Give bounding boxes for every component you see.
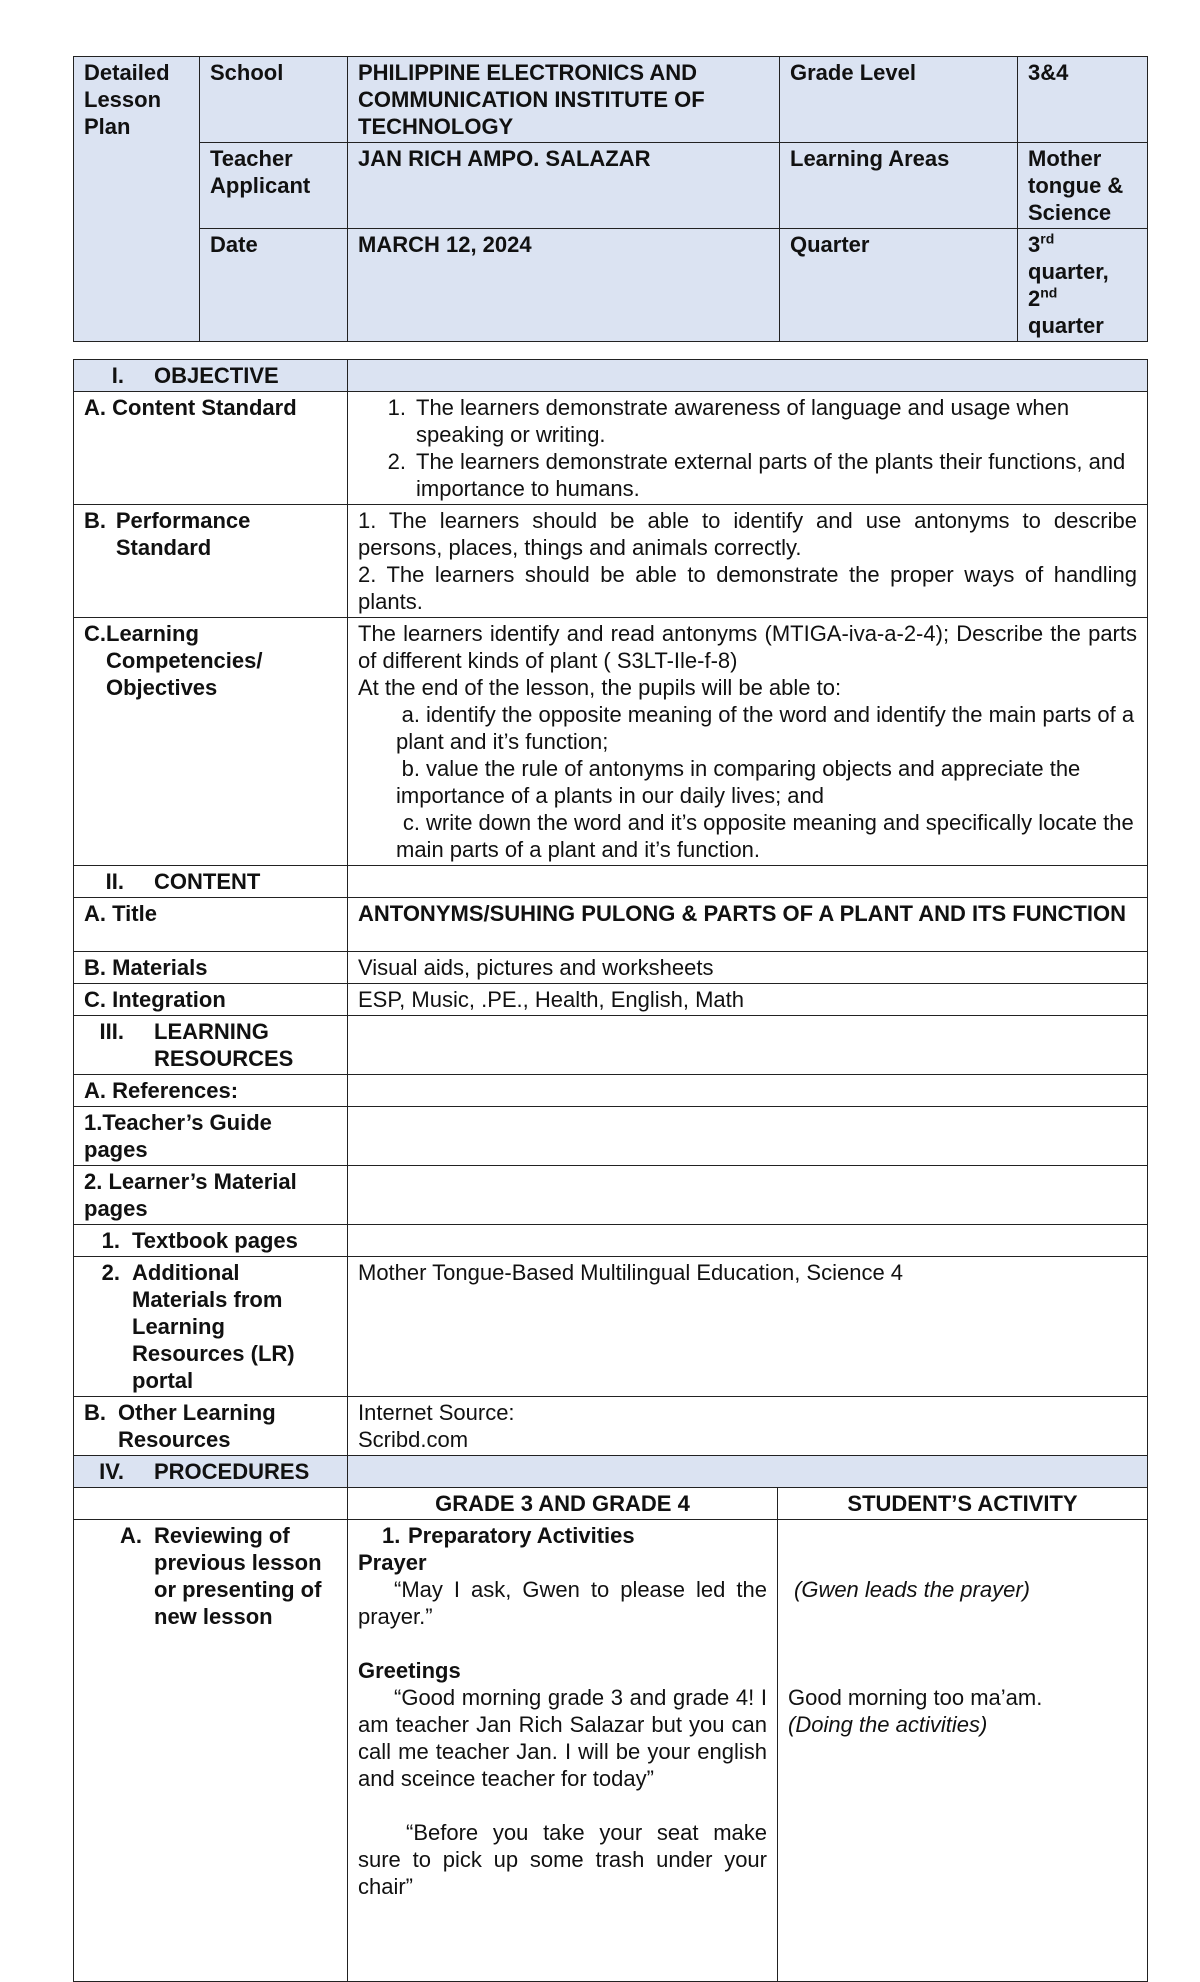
learners-material-value bbox=[348, 1166, 1148, 1225]
references-value bbox=[348, 1075, 1148, 1107]
content-standard-item-text: The learners demonstrate external parts of the plants their functions, and importance to humans. bbox=[416, 449, 1126, 501]
school-label: School bbox=[200, 57, 348, 143]
prep-title: Preparatory Activities bbox=[408, 1523, 635, 1548]
procedures-col-blank bbox=[74, 1488, 348, 1520]
competencies-letter: C. bbox=[84, 621, 106, 646]
resources-section-header bbox=[74, 1016, 348, 1075]
integration-value: ESP, Music, .PE., Health, English, Math bbox=[348, 984, 1148, 1016]
quarter-label: Quarter bbox=[780, 229, 1018, 342]
quarter-word-1: quarter, bbox=[1028, 259, 1109, 284]
prayer-text bbox=[358, 1576, 767, 1630]
greetings-student-response: Good morning too ma’am. bbox=[788, 1685, 1043, 1710]
grade-level-label: Grade Level bbox=[780, 57, 1018, 143]
quarter-value bbox=[1018, 229, 1148, 342]
additional-materials-label-cell bbox=[74, 1257, 348, 1397]
content-section-header bbox=[74, 866, 348, 898]
additional-num: 2. bbox=[101, 1260, 120, 1285]
textbook-num: 1. bbox=[101, 1228, 120, 1253]
doc-label: Detailed Lesson Plan bbox=[74, 57, 200, 342]
quarter-sup-2: nd bbox=[1040, 284, 1058, 301]
learning-areas-label: Learning Areas bbox=[780, 143, 1018, 229]
student-activity-cell bbox=[778, 1520, 1148, 1982]
resources-num: III. bbox=[99, 1019, 124, 1044]
performance-label: Performance Standard bbox=[115, 508, 251, 560]
greetings-text bbox=[358, 1684, 767, 1792]
competencies-item-text: value the rule of antonyms in comparing objects and appreciate the importance of a plants in our daily lives; and bbox=[396, 756, 1081, 808]
lesson-header-table bbox=[73, 56, 1148, 342]
other-label: Other Learning Resources bbox=[118, 1400, 276, 1452]
performance-item: 1. The learners should be able to identify and use antonyms to describe persons, places, things and animals correctly. bbox=[358, 508, 1137, 560]
quarter-word-2: quarter bbox=[1028, 313, 1104, 338]
competencies-intro: The learners identify and read antonyms (MTIGA-iva-a-2-4); Describe the parts of different kinds of plant ( S3LT-Ile-f-8) bbox=[358, 621, 1137, 673]
date-value: MARCH 12, 2024 bbox=[348, 229, 780, 342]
content-standard-item bbox=[370, 394, 1137, 448]
content-standard-item bbox=[370, 448, 1137, 502]
learners-material-label: 2. Learner’s Material pages bbox=[74, 1166, 348, 1225]
step-a-letter: A. bbox=[120, 1523, 142, 1548]
content-label: CONTENT bbox=[154, 869, 261, 894]
teachers-guide-label: 1.Teacher’s Guide pages bbox=[74, 1107, 348, 1166]
other-value-line2: Scribd.com bbox=[358, 1427, 469, 1452]
content-standard-item-num: 1. bbox=[387, 395, 406, 420]
col-teacher-header: GRADE 3 AND GRADE 4 bbox=[348, 1488, 778, 1520]
prep-num: 1. bbox=[382, 1523, 401, 1548]
other-letter: B. bbox=[84, 1400, 106, 1425]
step-a-label-cell bbox=[74, 1520, 348, 1982]
materials-label: B. Materials bbox=[74, 952, 348, 984]
performance-item: 2. The learners should be able to demonstrate the proper ways of handling plants. bbox=[358, 562, 1137, 614]
teacher-activity-cell bbox=[348, 1520, 778, 1982]
prep-activities-title bbox=[358, 1522, 767, 1549]
title-label: A. Title bbox=[74, 898, 348, 952]
integration-label: C. Integration bbox=[74, 984, 348, 1016]
quarter-num-1: 3 bbox=[1028, 232, 1041, 257]
competencies-item-text: identify the opposite meaning of the word and identify the main parts of a plant and it’s function; bbox=[396, 702, 1135, 754]
competencies-label-cell bbox=[74, 618, 348, 866]
procedures-label: PROCEDURES bbox=[154, 1459, 310, 1484]
competencies-item-letter: b. bbox=[401, 756, 420, 781]
performance-letter: B. bbox=[84, 508, 106, 533]
competencies-item-letter: c. bbox=[402, 810, 420, 835]
content-standard-item-text: The learners demonstrate awareness of language and usage when speaking or writing. bbox=[416, 395, 1070, 447]
additional-materials-value: Mother Tongue-Based Multilingual Education, Science 4 bbox=[348, 1257, 1148, 1397]
textbook-label-cell bbox=[74, 1225, 348, 1257]
competencies-item bbox=[358, 701, 1137, 755]
content-section-fill bbox=[348, 866, 1148, 898]
title-value: ANTONYMS/SUHING PULONG & PARTS OF A PLANT AND ITS FUNCTION bbox=[348, 898, 1148, 952]
prayer-student-response: (Gwen leads the prayer) bbox=[794, 1577, 1030, 1602]
quarter-sup-1: rd bbox=[1040, 230, 1055, 247]
learning-areas-value: Mother tongue & Science bbox=[1018, 143, 1148, 229]
competencies-lead: At the end of the lesson, the pupils will be able to: bbox=[358, 675, 842, 700]
grade-level-value: 3&4 bbox=[1018, 57, 1148, 143]
competencies-item bbox=[358, 755, 1137, 809]
other-value-line1: Internet Source: bbox=[358, 1400, 515, 1425]
textbook-value bbox=[348, 1225, 1148, 1257]
resources-label: LEARNING RESOURCES bbox=[154, 1019, 294, 1071]
resources-section-fill bbox=[348, 1016, 1148, 1075]
content-standard-value bbox=[348, 392, 1148, 505]
greetings-text-content: “Good morning grade 3 and grade 4! I am teacher Jan Rich Salazar but you can call me teacher Jan. I will be your english and sceince teacher for today” bbox=[358, 1685, 767, 1791]
procedures-section-header bbox=[74, 1456, 348, 1488]
competencies-value bbox=[348, 618, 1148, 866]
other-resources-value bbox=[348, 1397, 1148, 1456]
school-value: PHILIPPINE ELECTRONICS AND COMMUNICATION INSTITUTE OF TECHNOLOGY bbox=[348, 57, 780, 143]
lesson-plan-table bbox=[73, 359, 1148, 1982]
procedures-num: IV. bbox=[99, 1459, 124, 1484]
step-a-label: Reviewing of previous lesson or presenting of new lesson bbox=[154, 1523, 322, 1629]
content-num: II. bbox=[105, 869, 124, 894]
content-standard-label: A. Content Standard bbox=[74, 392, 348, 505]
quarter-num-2: 2 bbox=[1028, 286, 1041, 311]
performance-standard-label bbox=[74, 505, 348, 618]
textbook-label: Textbook pages bbox=[132, 1228, 298, 1253]
performance-standard-value bbox=[348, 505, 1148, 618]
objective-section-header bbox=[74, 360, 348, 392]
col-student-header: STUDENT’S ACTIVITY bbox=[778, 1488, 1148, 1520]
trash-text-content: “Before you take your seat make sure to pick up some trash under your chair” bbox=[358, 1820, 767, 1899]
objective-section-fill bbox=[348, 360, 1148, 392]
teacher-label: Teacher Applicant bbox=[200, 143, 348, 229]
content-standard-item-num: 2. bbox=[387, 449, 406, 474]
greetings-student-note: (Doing the activities) bbox=[788, 1712, 988, 1737]
additional-label: Additional Materials from Learning Resources (LR) portal bbox=[132, 1260, 295, 1393]
competencies-item-text: write down the word and it’s opposite meaning and specifically locate the main parts of a plant and it’s function. bbox=[396, 810, 1134, 862]
competencies-item bbox=[358, 809, 1137, 863]
materials-value: Visual aids, pictures and worksheets bbox=[348, 952, 1148, 984]
references-label: A. References: bbox=[74, 1075, 348, 1107]
teachers-guide-value bbox=[348, 1107, 1148, 1166]
prayer-text-content: “May I ask, Gwen to please led the prayer.” bbox=[358, 1577, 767, 1629]
other-resources-label-cell bbox=[74, 1397, 348, 1456]
competencies-label: Learning Competencies/ Objectives bbox=[106, 621, 263, 700]
prayer-title: Prayer bbox=[358, 1550, 427, 1575]
objective-label: OBJECTIVE bbox=[154, 363, 279, 388]
trash-text bbox=[358, 1819, 767, 1900]
procedures-section-fill bbox=[348, 1456, 1148, 1488]
objective-num: I. bbox=[111, 363, 124, 388]
teacher-value: JAN RICH AMPO. SALAZAR bbox=[348, 143, 780, 229]
date-label: Date bbox=[200, 229, 348, 342]
greetings-title: Greetings bbox=[358, 1658, 461, 1683]
competencies-item-letter: a. bbox=[401, 702, 420, 727]
